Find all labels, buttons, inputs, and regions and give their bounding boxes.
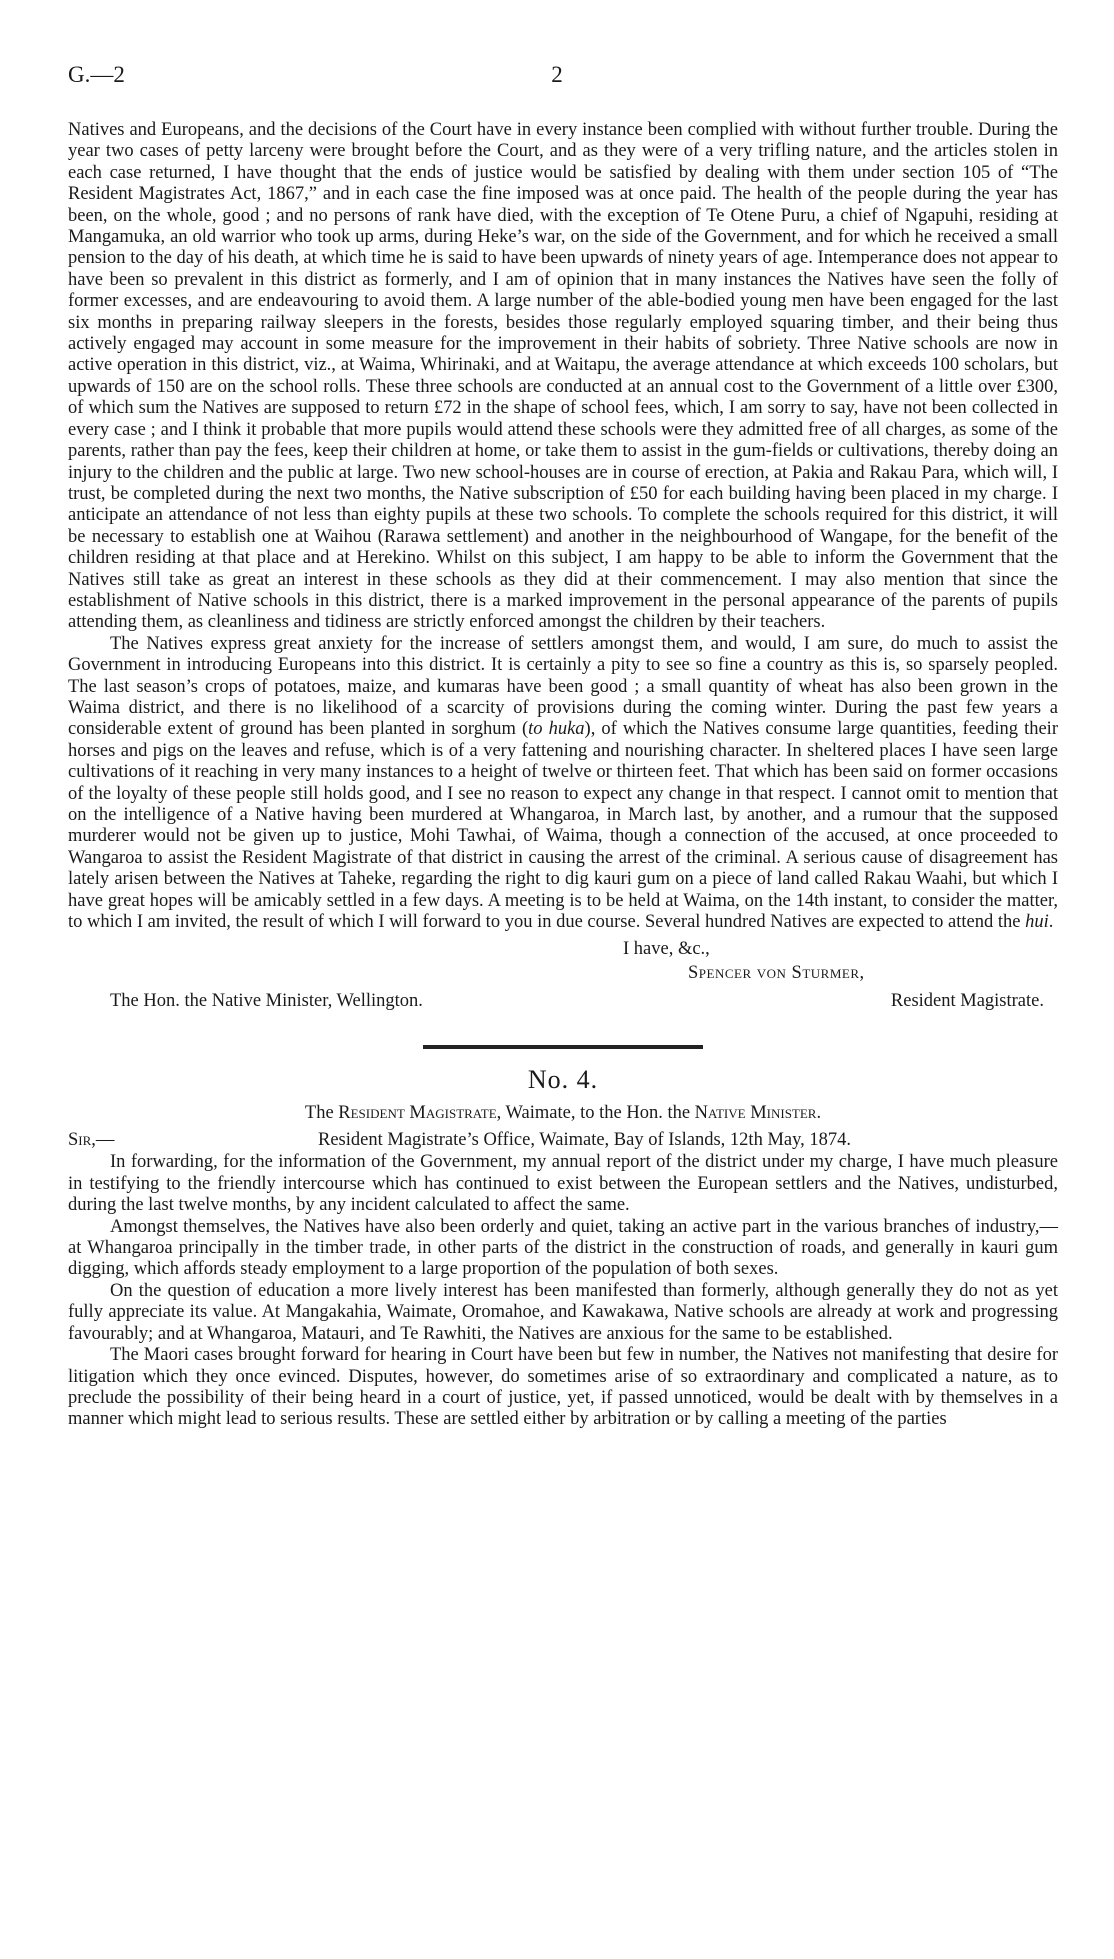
letter2-paragraph-3: On the question of education a more lively interest has been manifested than formerly, although generally they do not as yet fully appreciate its value. At Mangakahia, Waimate, Oromahoe, and Kawakawa, Native schools are already at work and progressing favourably; and at Whangaroa, Matauri, and Te Rawhiti, the Natives are anxious for the same to be established. [68,1280,1058,1344]
paragraph-text: The Natives express great anxiety for the increase of settlers amongst them, and would, I am sure, do much to assist the Government in introducing Europeans into this district. It is certainly a pity to see so fine a country as this is, so sparsely peopled. The last season’s crops of potatoes, maize, and kumaras have been good ; a small quantity of wheat has also been grown in the Waima district, and there is no likelihood of a scarcity of provisions during the coming winter. During the past few years a considerable extent of ground has been planted in sorghum ( [68,633,1058,740]
letter2-paragraph-1: In forwarding, for the information of the Government, my annual report of the district under my charge, I have much pleasure in testifying to the friendly intercourse which has continued to exist between the European settlers and the Natives, undisturbed, during the last twelve months, by any incident calculated to affect the same. [68,1152,1058,1216]
letter2-paragraph-2: Amongst themselves, the Natives have also been orderly and quiet, taking an active part in the various branches of industry,—at Whangaroa principally in the timber trade, in other parts of the district in the construction of roads, and generally in kauri gum digging, which affords steady employment to a large proportion of the population of both sexes. [68,1216,1058,1280]
paragraph-text: ), of which the Natives consume large quantities, feeding their horses and pigs on the leaves and refuse, which is of a very fattening and nourishing character. In sheltered places I have seen large cultivations of it reaching in very many instances to a height of twelve or thirteen feet. That which has been said on former occasions of the loyalty of these people still holds good, and I see no reason to expect any change in that respect. I cannot omit to mention that on the intelligence of a Native having been murdered at Whangaroa, in March last, by another, and a rumour that the supposed murderer would not be given up to justice, Mohi Tawhai, of Waima, though a connection of the accused, at once proceeded to Wangaroa to assist the Resident Magistrate of that district in causing the arrest of the criminal. A serious cause of disagreement has lately arisen between the Natives at Taheke, regarding the right to dig kauri gum on a piece of land called Rakau Waahi, but which I have great hopes will be amicably settled in a few days. A meeting is to be held at Waima, on the 14th instant, to consider the matter, to which I am invited, the result of which I will forward to you in due course. Several hundred Natives are expected to attend the [68,719,1058,933]
letter1-signoff [68,933,1058,1025]
paragraph-text: . [1048,912,1054,933]
heading-end: . [816,1103,822,1124]
signer-title: Resident Magistrate. [890,991,1044,1012]
salutation: Sir,— [68,1130,115,1151]
letter1-paragraph-1: Natives and Europeans, and the decisions of the Court have in every instance been complied with without further trouble. During the year two cases of petty larceny were brought before the Court, and as they were of a very trifling nature, and the articles stolen in each case returned, I have thought that the ends of justice would be satisfied by dealing with them under section 105 of “The Resident Magistrates Act, 1867,” and in each case the fine imposed was at once paid. The health of the people during the year has been, on the whole, good ; and no persons of rank have died, with the exception of Te Otene Puru, a chief of Ngapuhi, residing at Mangamuka, an old warrior who took up arms, during Heke’s war, on the side of the Government, and for which he received a small pension to the day of his death, at which time he is said to have been upwards of ninety years of age. Intemperance does not appear to have been so prevalent in this district as formerly, and I am of opinion that in many instances the Natives have seen the folly of former excesses, and are endeavouring to avoid them. A large number of the able-bodied young men have been engaged for the last six months in preparing railway sleepers in the forests, besides those regularly employed squaring timber, and their being thus actively engaged may account in some measure for the improvement in their habits of sobriety. Three Native schools are now in active operation in this district, viz., at Waima, Whirinaki, and at Waitapu, the average attendance at which exceeds 100 scholars, but upwards of 150 are on the school rolls. These three schools are conducted at an annual cost to the Government of a little over £300, of which sum the Natives are supposed to return £72 in the shape of school fees, which, I am sorry to say, have not been collected in every case ; and I think it probable that more pupils would attend these schools were they admitted free of all charges, as some of the parents, rather than pay the fees, keep their children at home, or take them to assist in the gum-fields or cultivations, thereby doing an injury to the children and the public at large. Two new school-houses are in course of erection, at Pakia and Rakau Para, which will, I trust, be completed during the next two months, the Native subscription of £50 for each building having been placed in my charge. I anticipate an attendance of not less than eighty pupils at these two schools. To complete the schools required for this district, it will be necessary to establish one at Waihou (Rarawa settlement) and another in the neighbourhood of Wangape, for the benefit of the children residing at that place and at Herekino. Whilst on this subject, I am happy to be able to inform the Government that the Natives still take as great an interest in these schools as they did at their commencement. I may also mention that since the establishment of Native schools in this district, there is a marked improvement in the personal appearance of the parents of pupils attending them, as cleanliness and tidiness are strictly enforced amongst the children by their teachers. [68,120,1058,633]
signer-name: Spencer von Sturmer, [688,963,865,984]
page-header [68,62,1046,92]
closing-formula: I have, &c., [623,939,710,960]
heading-to: Native Minister [694,1103,817,1124]
section-divider [423,1045,703,1049]
addressee: The Hon. the Native Minister, Wellington. [110,991,423,1012]
heading-article: The [304,1103,339,1124]
maori-term: hui [1025,912,1049,933]
page-body [68,120,1058,1431]
salutation-line [68,1130,1058,1152]
heading-place: , Waimate, to the Hon. the [496,1103,695,1124]
maori-term: to huka [528,719,585,740]
page-number: 2 [551,62,563,87]
letter2-paragraph-4: The Maori cases brought forward for hearing in Court have been but few in number, the Natives not manifesting that desire for litigation which they once evinced. Disputes, however, do sometimes arise of so extraordinary and complicated a nature, as to preclude the possibility of their being heard in a court of justice, yet, if passed unnoticed, would be dealt with by themselves in a manner which might lead to serious results. These are settled either by arbitration or by calling a meeting of the parties [68,1345,1058,1430]
document-number: No. 4. [527,1065,599,1095]
document-reference: G.—2 [68,62,125,87]
letter-origin: Resident Magistrate’s Office, Waimate, Bay of Islands, 12th May, 1874. [318,1130,852,1151]
heading-from: Resident Magistrate [338,1103,497,1124]
letter1-paragraph-2 [68,634,1058,934]
document-heading [68,1103,1058,1124]
